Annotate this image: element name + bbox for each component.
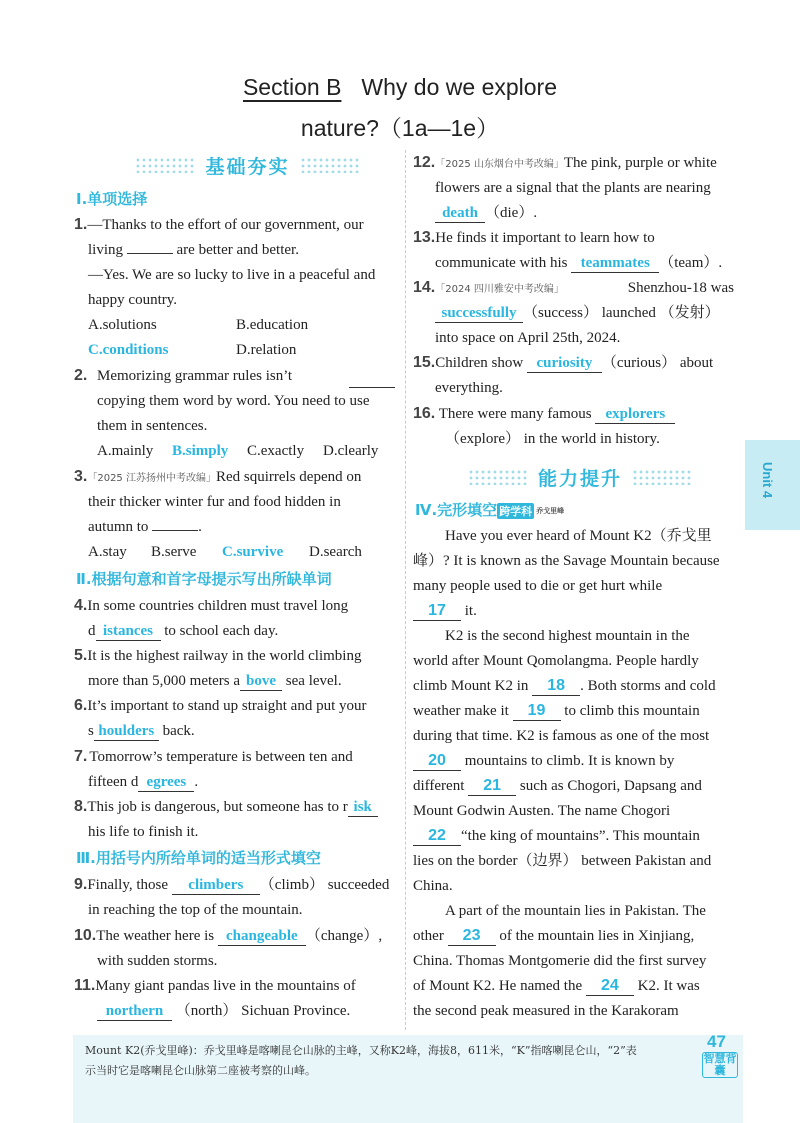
option-d: D.relation <box>236 342 297 358</box>
brand-logo: 智慧背囊 <box>703 1052 737 1077</box>
option-c-answer: C.conditions <box>88 342 169 358</box>
answer[interactable]: curiosity <box>527 354 602 373</box>
title-line2: nature?（1a—1e） <box>300 115 500 141</box>
blank[interactable] <box>127 253 173 254</box>
part3-title: Ⅲ.用括号内所给单词的适当形式填空 <box>76 849 321 867</box>
part4-title: Ⅳ.完形填空 跨学科 乔戈里峰 <box>415 501 565 519</box>
blank-18[interactable]: 18 <box>532 677 580 696</box>
blank-23[interactable]: 23 <box>448 927 496 946</box>
blank-22[interactable]: 22 <box>413 827 461 846</box>
blank-24[interactable]: 24 <box>586 977 634 996</box>
answer[interactable]: northern <box>97 1002 172 1021</box>
answer[interactable]: climbers <box>172 876 260 895</box>
answer[interactable]: houlders <box>94 722 159 741</box>
section-label: Section B <box>242 74 342 100</box>
header-basic: 基础夯实 <box>105 150 390 180</box>
cross-subject-badge: 跨学科 <box>499 504 533 518</box>
answer[interactable]: bove <box>240 672 282 691</box>
answer[interactable]: successfully <box>435 304 523 323</box>
blank[interactable] <box>349 364 395 388</box>
page-number: 47 <box>707 1032 726 1051</box>
unit-tab: Unit 4 <box>745 440 800 530</box>
part1-title: Ⅰ.单项选择 <box>76 190 148 208</box>
blank[interactable] <box>152 530 198 531</box>
option-b: B.education <box>236 317 309 333</box>
section-title <box>0 74 800 101</box>
footnote: Mount K2(乔戈里峰)：乔戈里峰是喀喇昆仑山脉的主峰，又称K2峰，海拔8，611米，“K”指喀喇昆仑山，“2”表 示当时它是喀喇昆仑山脉第二座被考察的山峰。 <box>73 1035 743 1123</box>
blank-19[interactable]: 19 <box>513 702 561 721</box>
header-advanced: 能力提升 <box>425 462 735 492</box>
option-a: A.solutions <box>88 317 157 333</box>
answer[interactable]: isk <box>348 798 378 817</box>
answer[interactable]: teammates <box>571 254 659 273</box>
answer[interactable]: death <box>435 204 485 223</box>
blank-17[interactable]: 17 <box>413 602 461 621</box>
part2-title: Ⅱ.根据句意和首字母提示写出所缺单词 <box>76 570 332 588</box>
answer[interactable]: changeable <box>218 927 306 946</box>
answer[interactable]: explorers <box>595 405 675 424</box>
answer[interactable]: egrees <box>138 773 194 792</box>
blank-20[interactable]: 20 <box>413 752 461 771</box>
blank-21[interactable]: 21 <box>468 777 516 796</box>
column-divider <box>405 150 406 1030</box>
title-line1: Why do we explore <box>361 74 558 100</box>
answer[interactable]: istances <box>96 622 161 641</box>
